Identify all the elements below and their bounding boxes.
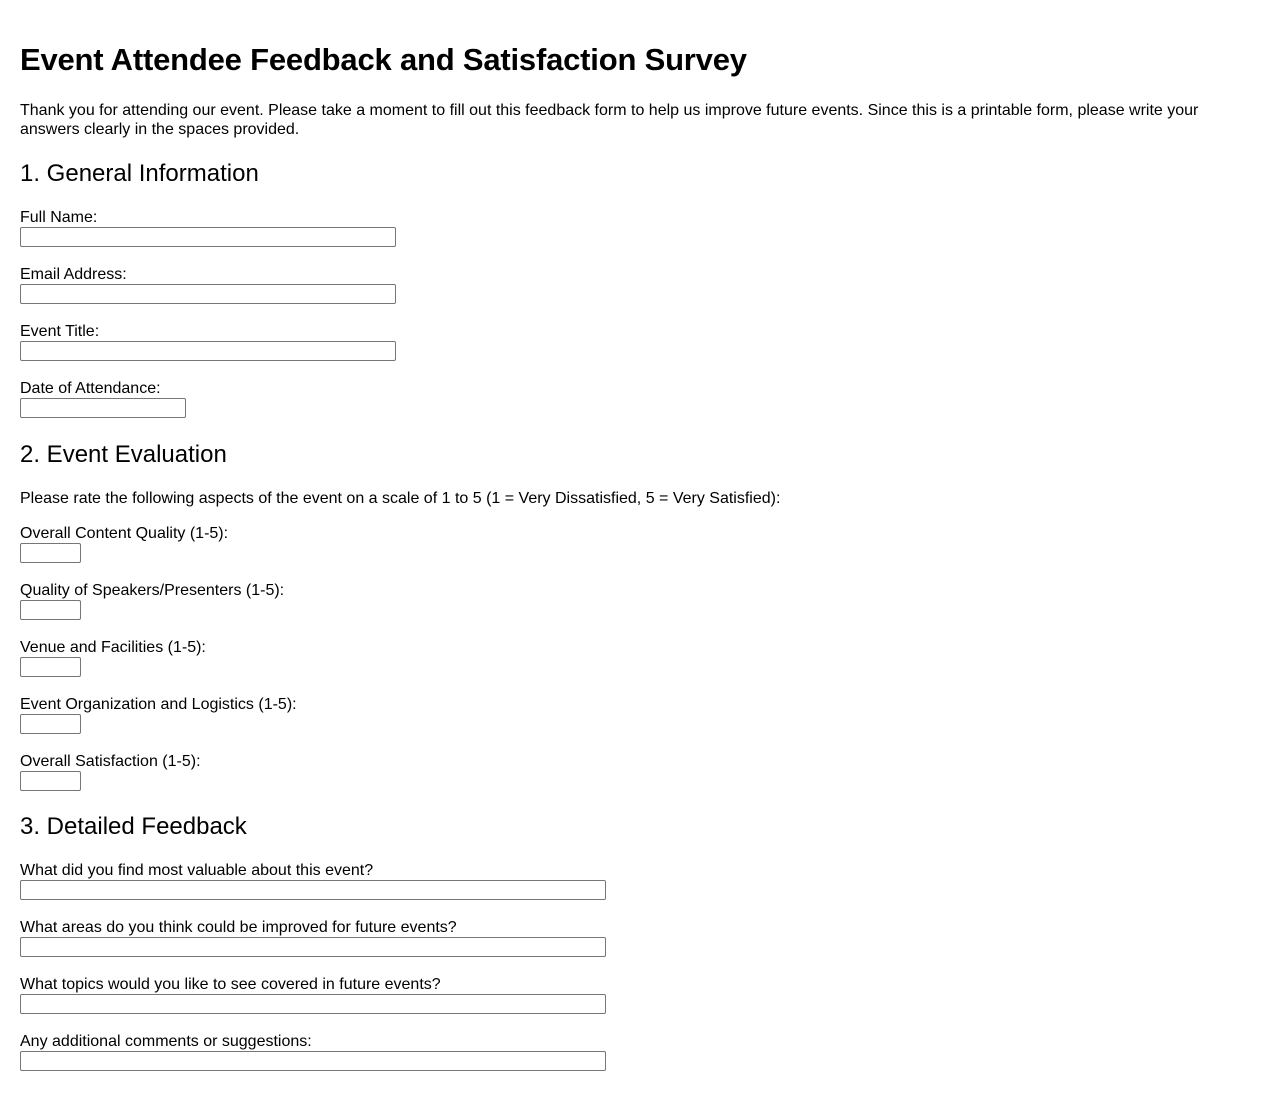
- overall-satisfaction-rating-field[interactable]: [20, 771, 81, 791]
- section-heading-general: 1. General Information: [20, 160, 259, 187]
- full-name-label: Full Name:: [20, 209, 98, 226]
- full-name-field[interactable]: [20, 227, 396, 247]
- intro-text: Thank you for attending our event. Please take a moment to fill out this feedback form to help us improve future events. Since this is a printable form, please write your answers clearly in the spaces provided.: [20, 102, 1199, 138]
- additional-comments-label: Any additional comments or suggestions:: [20, 1033, 312, 1050]
- date-of-attendance-field[interactable]: [20, 398, 186, 418]
- speakers-quality-label: Quality of Speakers/Presenters (1-5):: [20, 582, 285, 599]
- rating-instruction: Please rate the following aspects of the event on a scale of 1 to 5 (1 = Very Dissatisfied, 5 = Very Satisfied):: [20, 490, 781, 507]
- venue-facilities-label: Venue and Facilities (1-5):: [20, 639, 206, 656]
- organization-logistics-rating-field[interactable]: [20, 714, 81, 734]
- content-quality-label: Overall Content Quality (1-5):: [20, 525, 229, 542]
- page-title: Event Attendee Feedback and Satisfaction Survey: [20, 42, 747, 77]
- most-valuable-field[interactable]: [20, 880, 606, 900]
- future-topics-label: What topics would you like to see covered in future events?: [20, 976, 441, 993]
- event-title-label: Event Title:: [20, 323, 100, 340]
- future-topics-field[interactable]: [20, 994, 606, 1014]
- overall-satisfaction-label: Overall Satisfaction (1-5):: [20, 753, 201, 770]
- email-address-label: Email Address:: [20, 266, 127, 283]
- additional-comments-field[interactable]: [20, 1051, 606, 1071]
- most-valuable-label: What did you find most valuable about this event?: [20, 862, 374, 879]
- event-title-field[interactable]: [20, 341, 396, 361]
- date-of-attendance-label: Date of Attendance:: [20, 380, 161, 397]
- section-heading-detailed: 3. Detailed Feedback: [20, 813, 247, 840]
- improvements-label: What areas do you think could be improved for future events?: [20, 919, 457, 936]
- email-address-field[interactable]: [20, 284, 396, 304]
- improvements-field[interactable]: [20, 937, 606, 957]
- speakers-quality-rating-field[interactable]: [20, 600, 81, 620]
- organization-logistics-label: Event Organization and Logistics (1-5):: [20, 696, 297, 713]
- venue-facilities-rating-field[interactable]: [20, 657, 81, 677]
- content-quality-rating-field[interactable]: [20, 543, 81, 563]
- section-heading-evaluation: 2. Event Evaluation: [20, 441, 227, 468]
